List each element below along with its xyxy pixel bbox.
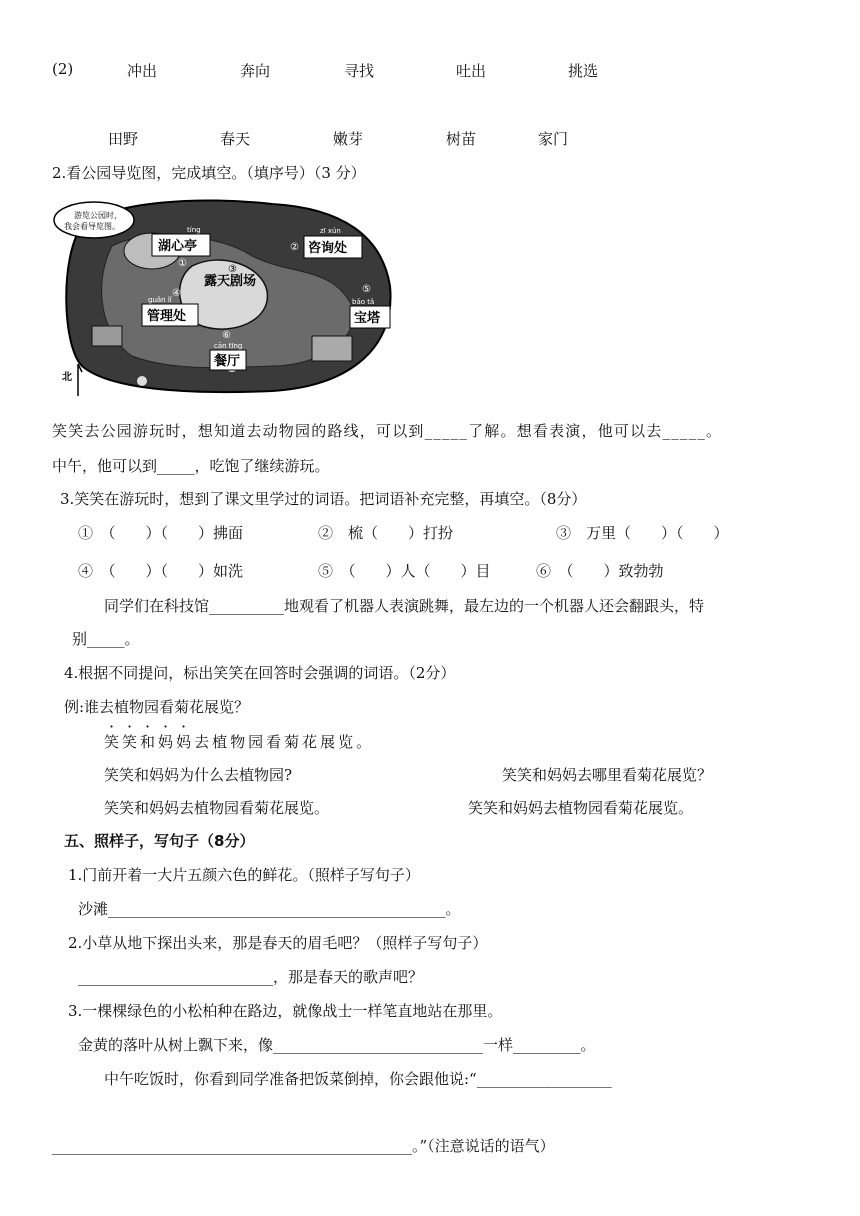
noun-word: 家门 xyxy=(538,130,569,148)
q4-answer-b[interactable]: 笑笑和妈妈去植物园看菊花展览。 xyxy=(468,799,694,817)
bubble-text: 游览公园时， xyxy=(74,211,122,220)
emphasized-char: 笑 xyxy=(104,733,123,751)
verb-word: 吐出 xyxy=(456,62,487,80)
s5-item4-fill[interactable]: ________________________________________________。”（注意说话的语气） xyxy=(52,1137,555,1155)
emphasized-char: 和 xyxy=(140,733,159,751)
place-number: ⑥ xyxy=(222,330,231,341)
q4-question-a: 笑笑和妈妈为什么去植物园? xyxy=(104,766,293,784)
place-pinyin: tíng xyxy=(187,226,201,234)
q2-line1: 笑笑去公园游玩时，想知道去动物园的路线，可以到_____了解。想看表演，他可以去_____。 xyxy=(52,422,723,440)
bubble-text: 我会看导览图。 xyxy=(64,222,120,231)
s5-item3-fill[interactable]: 金黄的落叶从树上飘下来，像____________________________一样_________。 xyxy=(78,1036,596,1054)
place-number: ③ xyxy=(228,264,237,275)
verb-word: 冲出 xyxy=(127,62,158,80)
place-pinyin: bǎo tǎ xyxy=(352,298,375,306)
idiom-item: ③ 万里（ ）（ ） xyxy=(556,524,729,542)
q4-question-b: 笑笑和妈妈去哪里看菊花展览？ xyxy=(502,766,713,784)
emphasized-char: 笑 xyxy=(122,733,141,751)
place-label-hu-xin-ting: 湖心亭 xyxy=(158,239,198,254)
park-map xyxy=(52,196,396,396)
q4-answer-a[interactable]: 笑笑和妈妈去植物园看菊花展览。 xyxy=(104,799,330,817)
s5-item1-fill[interactable]: 沙滩_____________________________________________。 xyxy=(78,900,461,918)
s5-item1: 1.门前开着一大片五颜六色的鲜花。（照样子写句子） xyxy=(68,866,420,884)
place-label-can-ting: 餐厅 xyxy=(214,354,241,369)
idiom-item: ② 梳（ ）打扮 xyxy=(318,524,454,542)
place-number: ② xyxy=(290,242,299,253)
q2-line2: 中午，他可以到_____，吃饱了继续游玩。 xyxy=(52,457,330,475)
emphasized-words xyxy=(104,733,194,751)
noun-word: 嫩芽 xyxy=(333,130,364,148)
speech-bubble xyxy=(54,202,134,238)
idiom-item: ⑥ （ ）致勃勃 xyxy=(536,562,664,580)
q1-part2-label: (2) xyxy=(52,60,74,78)
q3-title: 3.笑笑在游玩时，想到了课文里学过的词语。把词语补充完整，再填空。（8分） xyxy=(60,490,587,508)
s5-item3: 3.一棵棵绿色的小松柏种在路边，就像战士一样笔直地站在那里。 xyxy=(68,1002,503,1020)
north-label: 北 xyxy=(62,372,72,383)
q4-title: 4.根据不同提问，标出笑笑在回答时会强调的词语。（2分） xyxy=(64,664,456,682)
place-label-bao-ta: 宝塔 xyxy=(354,311,381,326)
place-label-guan-li-chu: 管理处 xyxy=(147,309,187,324)
q2-title: 2.看公园导览图，完成填空。（填序号）（3 分） xyxy=(52,164,366,182)
place-pinyin: zī xún xyxy=(320,227,341,235)
place-label-zi-xun-chu: 咨询处 xyxy=(308,241,348,256)
verb-word: 寻找 xyxy=(344,62,375,80)
q4-example-question: 例:谁去植物园看菊花展览？ xyxy=(64,698,250,716)
idiom-item: ① （ ）（ ）拂面 xyxy=(78,524,244,542)
place-pinyin: guǎn lǐ xyxy=(148,296,172,304)
verb-word: 奔向 xyxy=(240,62,271,80)
example-rest: 去植物园看菊花展览。 xyxy=(194,733,375,751)
north-arrow-icon xyxy=(78,364,82,396)
place-number: ⑤ xyxy=(362,284,371,295)
place-number: ① xyxy=(178,258,187,269)
emphasized-char: 妈 xyxy=(158,733,177,751)
idiom-item: ④ （ ）（ ）如洗 xyxy=(78,562,244,580)
idiom-item: ⑤ （ ）人（ ）目 xyxy=(318,562,491,580)
place-label-lu-tian-ju-chang: 露天剧场 xyxy=(204,274,257,289)
noun-word: 春天 xyxy=(220,130,251,148)
s5-item2: 2.小草从地下探出头来，那是春天的眉毛吧？（照样子写句子） xyxy=(68,934,488,952)
place-pinyin: cān tīng xyxy=(214,342,243,350)
s5-item4[interactable]: 中午吃饭时，你看到同学准备把饭菜倒掉，你会跟他说:“__________________ xyxy=(104,1070,612,1088)
s5-item2-fill[interactable]: __________________________，那是春天的歌声吧？ xyxy=(78,968,424,986)
emphasized-char: 妈 xyxy=(176,733,195,751)
q3-fill-line1: 同学们在科技馆__________地观看了机器人表演跳舞，最左边的一个机器人还会翻跟头，特 xyxy=(104,597,705,615)
q3-fill-line2: 别_____。 xyxy=(72,630,140,648)
section5-title: 五、照样子，写句子（8分） xyxy=(64,832,255,850)
verb-word: 挑选 xyxy=(568,62,599,80)
noun-word: 树苗 xyxy=(446,130,477,148)
noun-word: 田野 xyxy=(108,130,139,148)
place-number: ④ xyxy=(172,288,181,299)
q4-example-answer xyxy=(104,731,374,752)
